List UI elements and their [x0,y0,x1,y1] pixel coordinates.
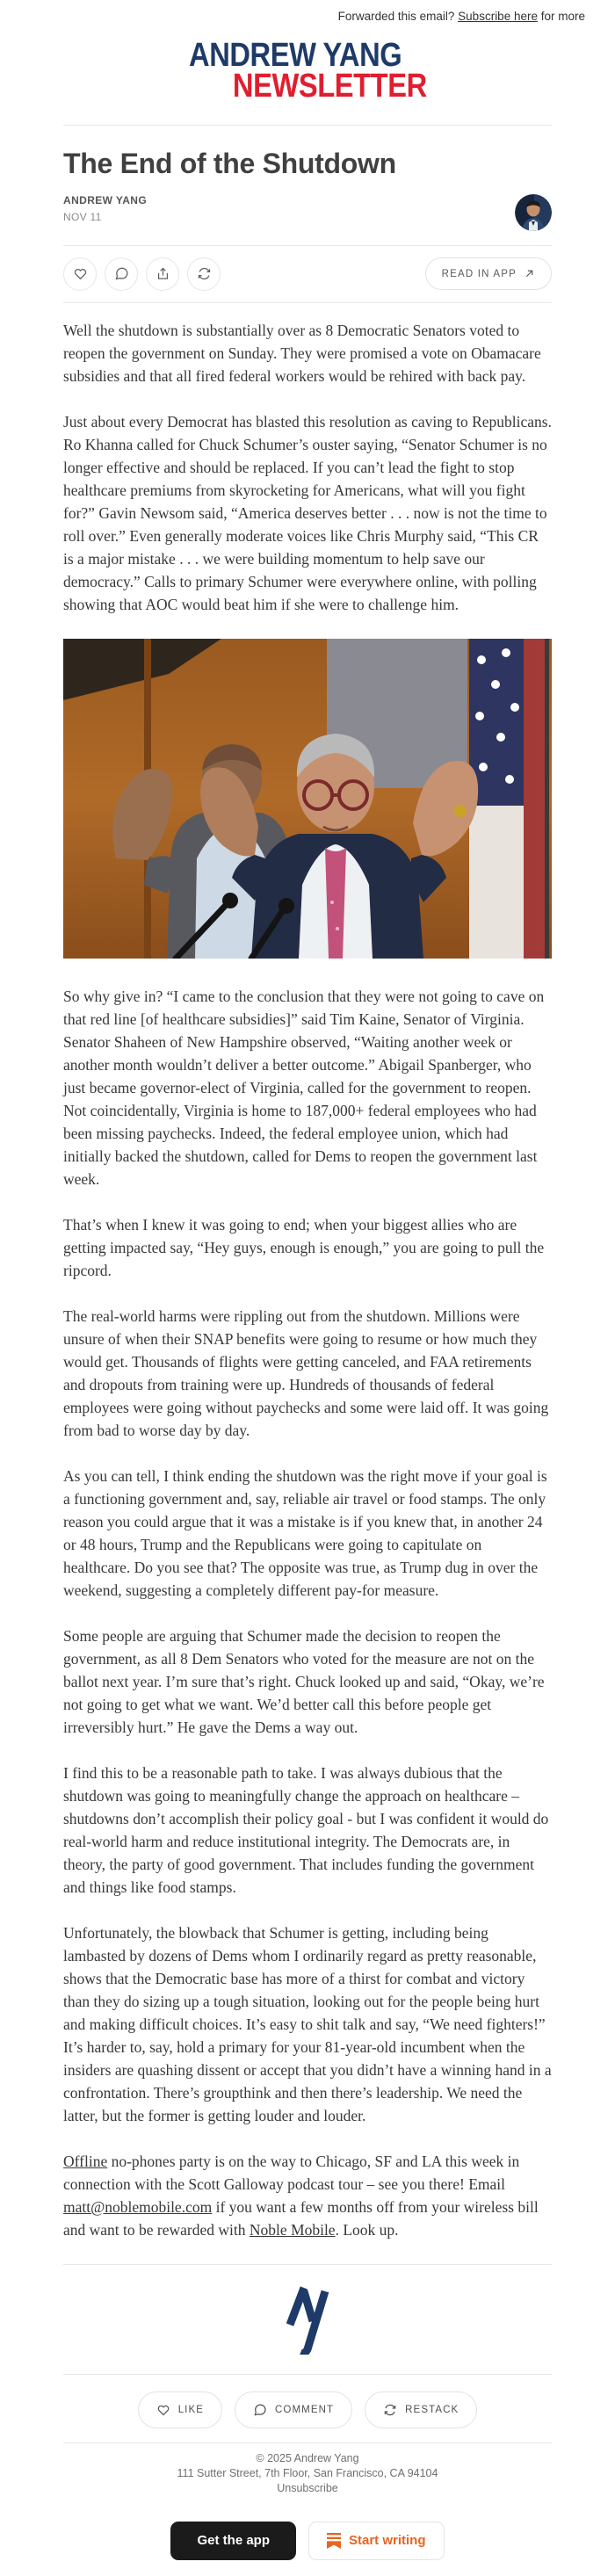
article-paragraph-links [63,2150,552,2241]
yang-logo-mark [0,2265,615,2374]
restack-icon [197,266,212,281]
email-link[interactable]: matt@noblemobile.com [63,2197,213,2216]
logo-line-newsletter: NEWSLETTER [232,67,427,105]
comment-icon [253,2403,267,2417]
avatar[interactable] [515,194,552,231]
copyright: © 2025 Andrew Yang [256,2451,359,2464]
article-paragraph: Well the shutdown is substantially over as 8 Democratic Senators voted to reopen the government on Sunday. They were promised a vote on Obamacare subsidies and that all fired federal workers would be rehired with back pay. [63,321,541,385]
divider [63,2442,552,2443]
article-paragraph: Some people are arguing that Schumer made the decision to reopen the government, as all 8 Dem Senators who voted for the measure are not on the ballot next year. I’m sure that’s right. Chuck looked up and said, “Okay, we’re not going to get what we want. We’d better call this before people get irreversibly hurt.” He gave the Dems a way out. [63,1626,545,1736]
share-icon [156,266,170,281]
substack-logo-icon [327,2533,341,2549]
unsubscribe-link[interactable]: Unsubscribe [277,2481,338,2494]
start-writing-button[interactable] [308,2522,445,2560]
read-in-app-button[interactable] [425,257,552,290]
heart-icon [156,2403,170,2417]
like-label: LIKE [177,2404,205,2415]
logo-line-andrew-yang: ANDREW YANG [188,37,402,74]
article-body [63,319,552,2241]
start-writing-label: Start writing [349,2533,426,2549]
yang-y-icon [284,2286,331,2355]
footer-restack-button[interactable] [365,2391,477,2428]
like-button[interactable] [63,257,97,291]
share-button[interactable] [146,257,179,291]
app-buttons [0,2522,615,2560]
author-name[interactable]: ANDREW YANG [63,193,148,206]
paragraph-text: no-phones party is on the way to Chicago, SF and LA this week in connection with the Scott Galloway podcast tour – see you there! Email [63,2152,520,2193]
photo-illustration [63,639,552,959]
article-paragraph: So why give in? “I came to the conclusion that they were not going to cave on that red line [of healthcare subsidies]” said Tim Kaine, Senator of Virginia. Senator Shaheen of New Hampshire observed, “Waiting another week or another month wouldn’t deliver a better outcome.” Abigail Spanberger, who just became governor-elect of Virginia, called for the government to reopen. Not coincidentally, Virginia is home to 187,000+ federal employees who had been missing paychecks. Indeed, the federal employee union, which had initially backed the shutdown, called for Dems to reopen the government last week. [63,987,545,1188]
divider [63,125,552,126]
footer-like-button[interactable] [138,2391,222,2428]
post-date: NOV 11 [63,210,102,223]
forwarded-bar [0,0,615,23]
divider [63,302,552,303]
forwarded-suffix: for more [537,10,585,23]
divider [63,2374,552,2375]
restack-button[interactable] [187,257,221,291]
footer-comment-button[interactable] [235,2391,352,2428]
read-in-app-label: READ IN APP [441,268,517,279]
footer-actions [0,2391,615,2428]
offline-link[interactable]: Offline [63,2152,108,2170]
comment-button[interactable] [105,257,138,291]
footer-meta [0,2451,615,2495]
arrow-up-right-icon [524,268,535,279]
paragraph-text: . Look up. [335,2220,399,2239]
noble-mobile-link[interactable]: Noble Mobile [249,2220,336,2239]
newsletter-logo[interactable] [188,37,427,105]
article-paragraph: The real-world harms were rippling out from the shutdown. Millions were unsure of when their SNAP benefits were going to resume or how much they would get. Thousands of flights were getting canceled, and FAA retirements and dropouts from training were up. Hundreds of thousands of federal employees were going without paychecks and some were laid off. It was going from bad to worse day by day. [63,1306,549,1439]
page-title: The End of the Shutdown [63,147,396,179]
comment-icon [114,266,129,281]
divider [63,245,552,246]
restack-label: RESTACK [405,2404,459,2415]
address: 111 Sutter Street, 7th Floor, San Francisco, CA 94104 [177,2466,438,2479]
article-paragraph: Unfortunately, the blowback that Schumer is getting, including being lambasted by dozens of Dems whom I ordinarily regard as pretty reasonable, shows that the Democratic base has more of a thirst for combat and victory than they do sizing up a tough situation, looking out for the people being hurt and making difficult choices. It’s easy to shit talk and say, “We need fighters!” It’s harder to, say, hold a primary for your 81-year-old incumbent when the insiders are quashing dissent or accept that you didn’t have a winning hand in a confrontation. There’s groupthink and then there’s leadership. We need the latter, but the former is getting louder and louder. [63,1923,552,2124]
article-paragraph: As you can tell, I think ending the shutdown was the right move if your goal is a functioning government and, say, reliable air travel or food stamps. The only reason you could argue that it was a mistake is if you knew that, in another 24 or 48 hours, Trump and the Republicans were going to capitulate on healthcare. Do you see that? The opposite was true, as Trump dug in over the weekend, suggesting a completely different pay-for measure. [63,1466,547,1599]
subscribe-here-link[interactable]: Subscribe here [458,10,538,23]
article-paragraph: That’s when I knew it was going to end; when your biggest allies who are getting impacted say, “Hey guys, enough is enough,” you are going to pull the ripcord. [63,1215,545,1279]
avatar-image [515,194,552,231]
article-paragraph: I find this to be a reasonable path to take. I was always dubious that the shutdown was going to meaningfully change the approach on healthcare – shutdowns don’t accomplish their policy goal - but I was confident it would do real-world harm and reduce institutional integrity. The Democrats are, in theory, the party of good government. That includes funding the government and things like food stamps. [63,1763,549,1896]
article-photo-schumer-press-conference[interactable] [63,639,552,959]
get-the-app-button[interactable]: Get the app [170,2522,296,2560]
paragraph-text: if you want a few months off from your wireless bill and want to be rewarded with [63,2197,539,2239]
article-paragraph: Just about every Democrat has blasted this resolution as caving to Republicans. Ro Khanna called for Chuck Schumer’s ouster saying, “Senator Schumer is no longer effective and should be replaced. If you can’t lead the fight to stop healthcare premiums from skyrocketing for Americans, what will you fight for?” Gavin Newsom said, “America deserves better . . . now is not the time to roll over.” Even generally moderate voices like Chris Murphy said, “This CR is a major mistake . . . we were building momentum to help save our democracy.” Calls to primary Schumer were everywhere online, with polling showing that AOC would beat him if she were to challenge him. [63,412,552,613]
forwarded-text: Forwarded this email? [337,10,455,23]
byline [63,194,147,223]
post-actions [63,257,552,291]
comment-label: COMMENT [275,2404,335,2415]
restack-icon [383,2403,397,2417]
byline-row [63,194,552,231]
heart-icon [73,266,88,281]
